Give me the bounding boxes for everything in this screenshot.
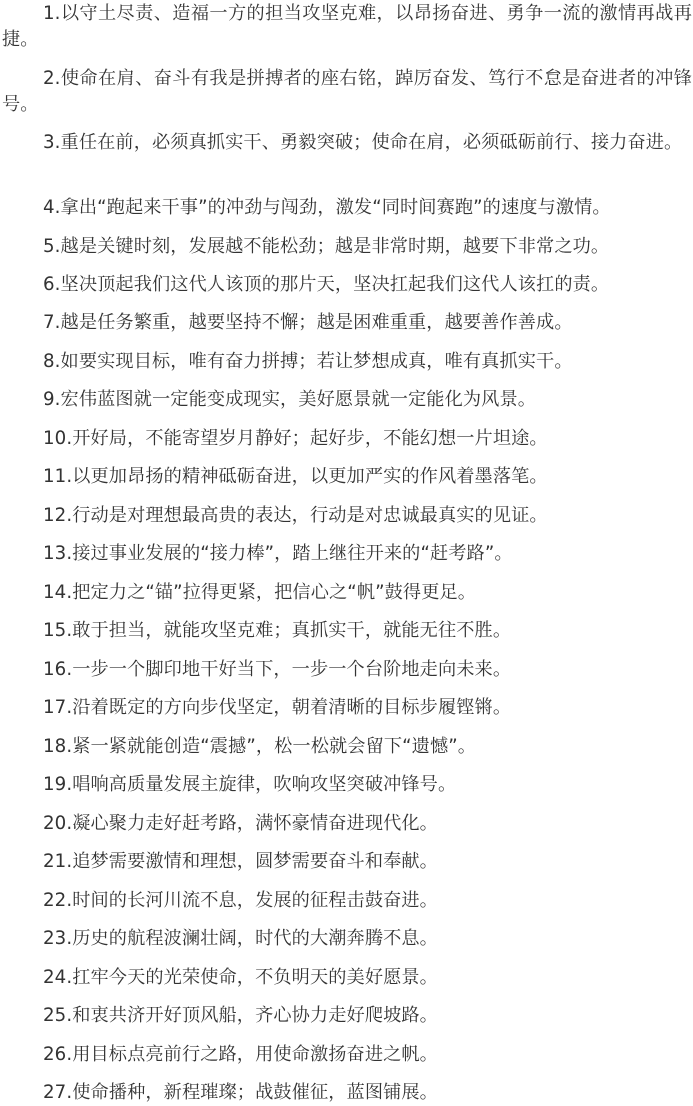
paragraph: 26.用目标点亮前行之路，用使命激扬奋进之帆。 bbox=[43, 1044, 438, 1065]
paragraph: 22.时间的长河川流不息，发展的征程击鼓奋进。 bbox=[43, 890, 438, 911]
paragraph: 6.坚决顶起我们这代人该顶的那片天，坚决扛起我们这代人该扛的责。 bbox=[43, 274, 610, 295]
paragraph: 13.接过事业发展的“接力棒”，踏上继往开来的“赶考路”。 bbox=[43, 543, 513, 564]
paragraph: 12.行动是对理想最高贵的表达，行动是对忠诚最真实的见证。 bbox=[43, 505, 548, 526]
paragraph: 18.紧一紧就能创造“震撼”，松一松就会留下“遗憾”。 bbox=[43, 736, 477, 757]
paragraph: 16.一步一个脚印地干好当下，一步一个台阶地走向未来。 bbox=[43, 659, 512, 680]
paragraph: 15.敢于担当，就能攻坚克难；真抓实干，就能无往不胜。 bbox=[43, 620, 512, 641]
paragraph: 5.越是关键时刻，发展越不能松劲；越是非常时期，越要下非常之功。 bbox=[43, 236, 610, 257]
paragraph: 3.重任在前，必须真抓实干、勇毅突破；使命在肩，必须砥砺前行、接力奋进。 bbox=[43, 132, 683, 153]
paragraph: 1.以守土尽责、造福一方的担当攻坚克难，以昂扬奋进、勇争一流的激情再战再捷。 bbox=[2, 3, 692, 50]
paragraph: 20.凝心聚力走好赶考路，满怀豪情奋进现代化。 bbox=[43, 813, 438, 834]
paragraph: 2.使命在肩、奋斗有我是拼搏者的座右铭，踔厉奋发、笃行不怠是奋进者的冲锋号。 bbox=[2, 68, 692, 115]
paragraph: 4.拿出“跑起来干事”的冲劲与闯劲，激发“同时间赛跑”的速度与激情。 bbox=[43, 197, 611, 218]
paragraph: 25.和衷共济开好顶风船，齐心协力走好爬坡路。 bbox=[43, 1005, 438, 1026]
paragraph: 11.以更加昂扬的精神砥砺奋进，以更加严实的作风着墨落笔。 bbox=[43, 466, 548, 487]
paragraph: 7.越是任务繁重，越要坚持不懈；越是困难重重，越要善作善成。 bbox=[43, 312, 573, 333]
paragraph: 17.沿着既定的方向步伐坚定，朝着清晰的目标步履铿锵。 bbox=[43, 697, 512, 718]
paragraph: 23.历史的航程波澜壮阔，时代的大潮奔腾不息。 bbox=[43, 928, 438, 949]
paragraph: 27.使命播种，新程璀璨；战鼓催征，蓝图铺展。 bbox=[43, 1082, 438, 1103]
paragraph: 8.如要实现目标，唯有奋力拼搏；若让梦想成真，唯有真抓实干。 bbox=[43, 351, 573, 372]
paragraph: 19.唱响高质量发展主旋律，吹响攻坚突破冲锋号。 bbox=[43, 774, 457, 795]
paragraph: 10.开好局，不能寄望岁月静好；起好步，不能幻想一片坦途。 bbox=[43, 428, 548, 449]
paragraph: 21.追梦需要激情和理想，圆梦需要奋斗和奉献。 bbox=[43, 851, 438, 872]
paragraph: 24.扛牢今天的光荣使命，不负明天的美好愿景。 bbox=[43, 967, 438, 988]
paragraph: 9.宏伟蓝图就一定能变成现实，美好愿景就一定能化为风景。 bbox=[43, 389, 537, 410]
paragraph: 14.把定力之“锚”拉得更紧，把信心之“帆”鼓得更足。 bbox=[43, 582, 477, 603]
